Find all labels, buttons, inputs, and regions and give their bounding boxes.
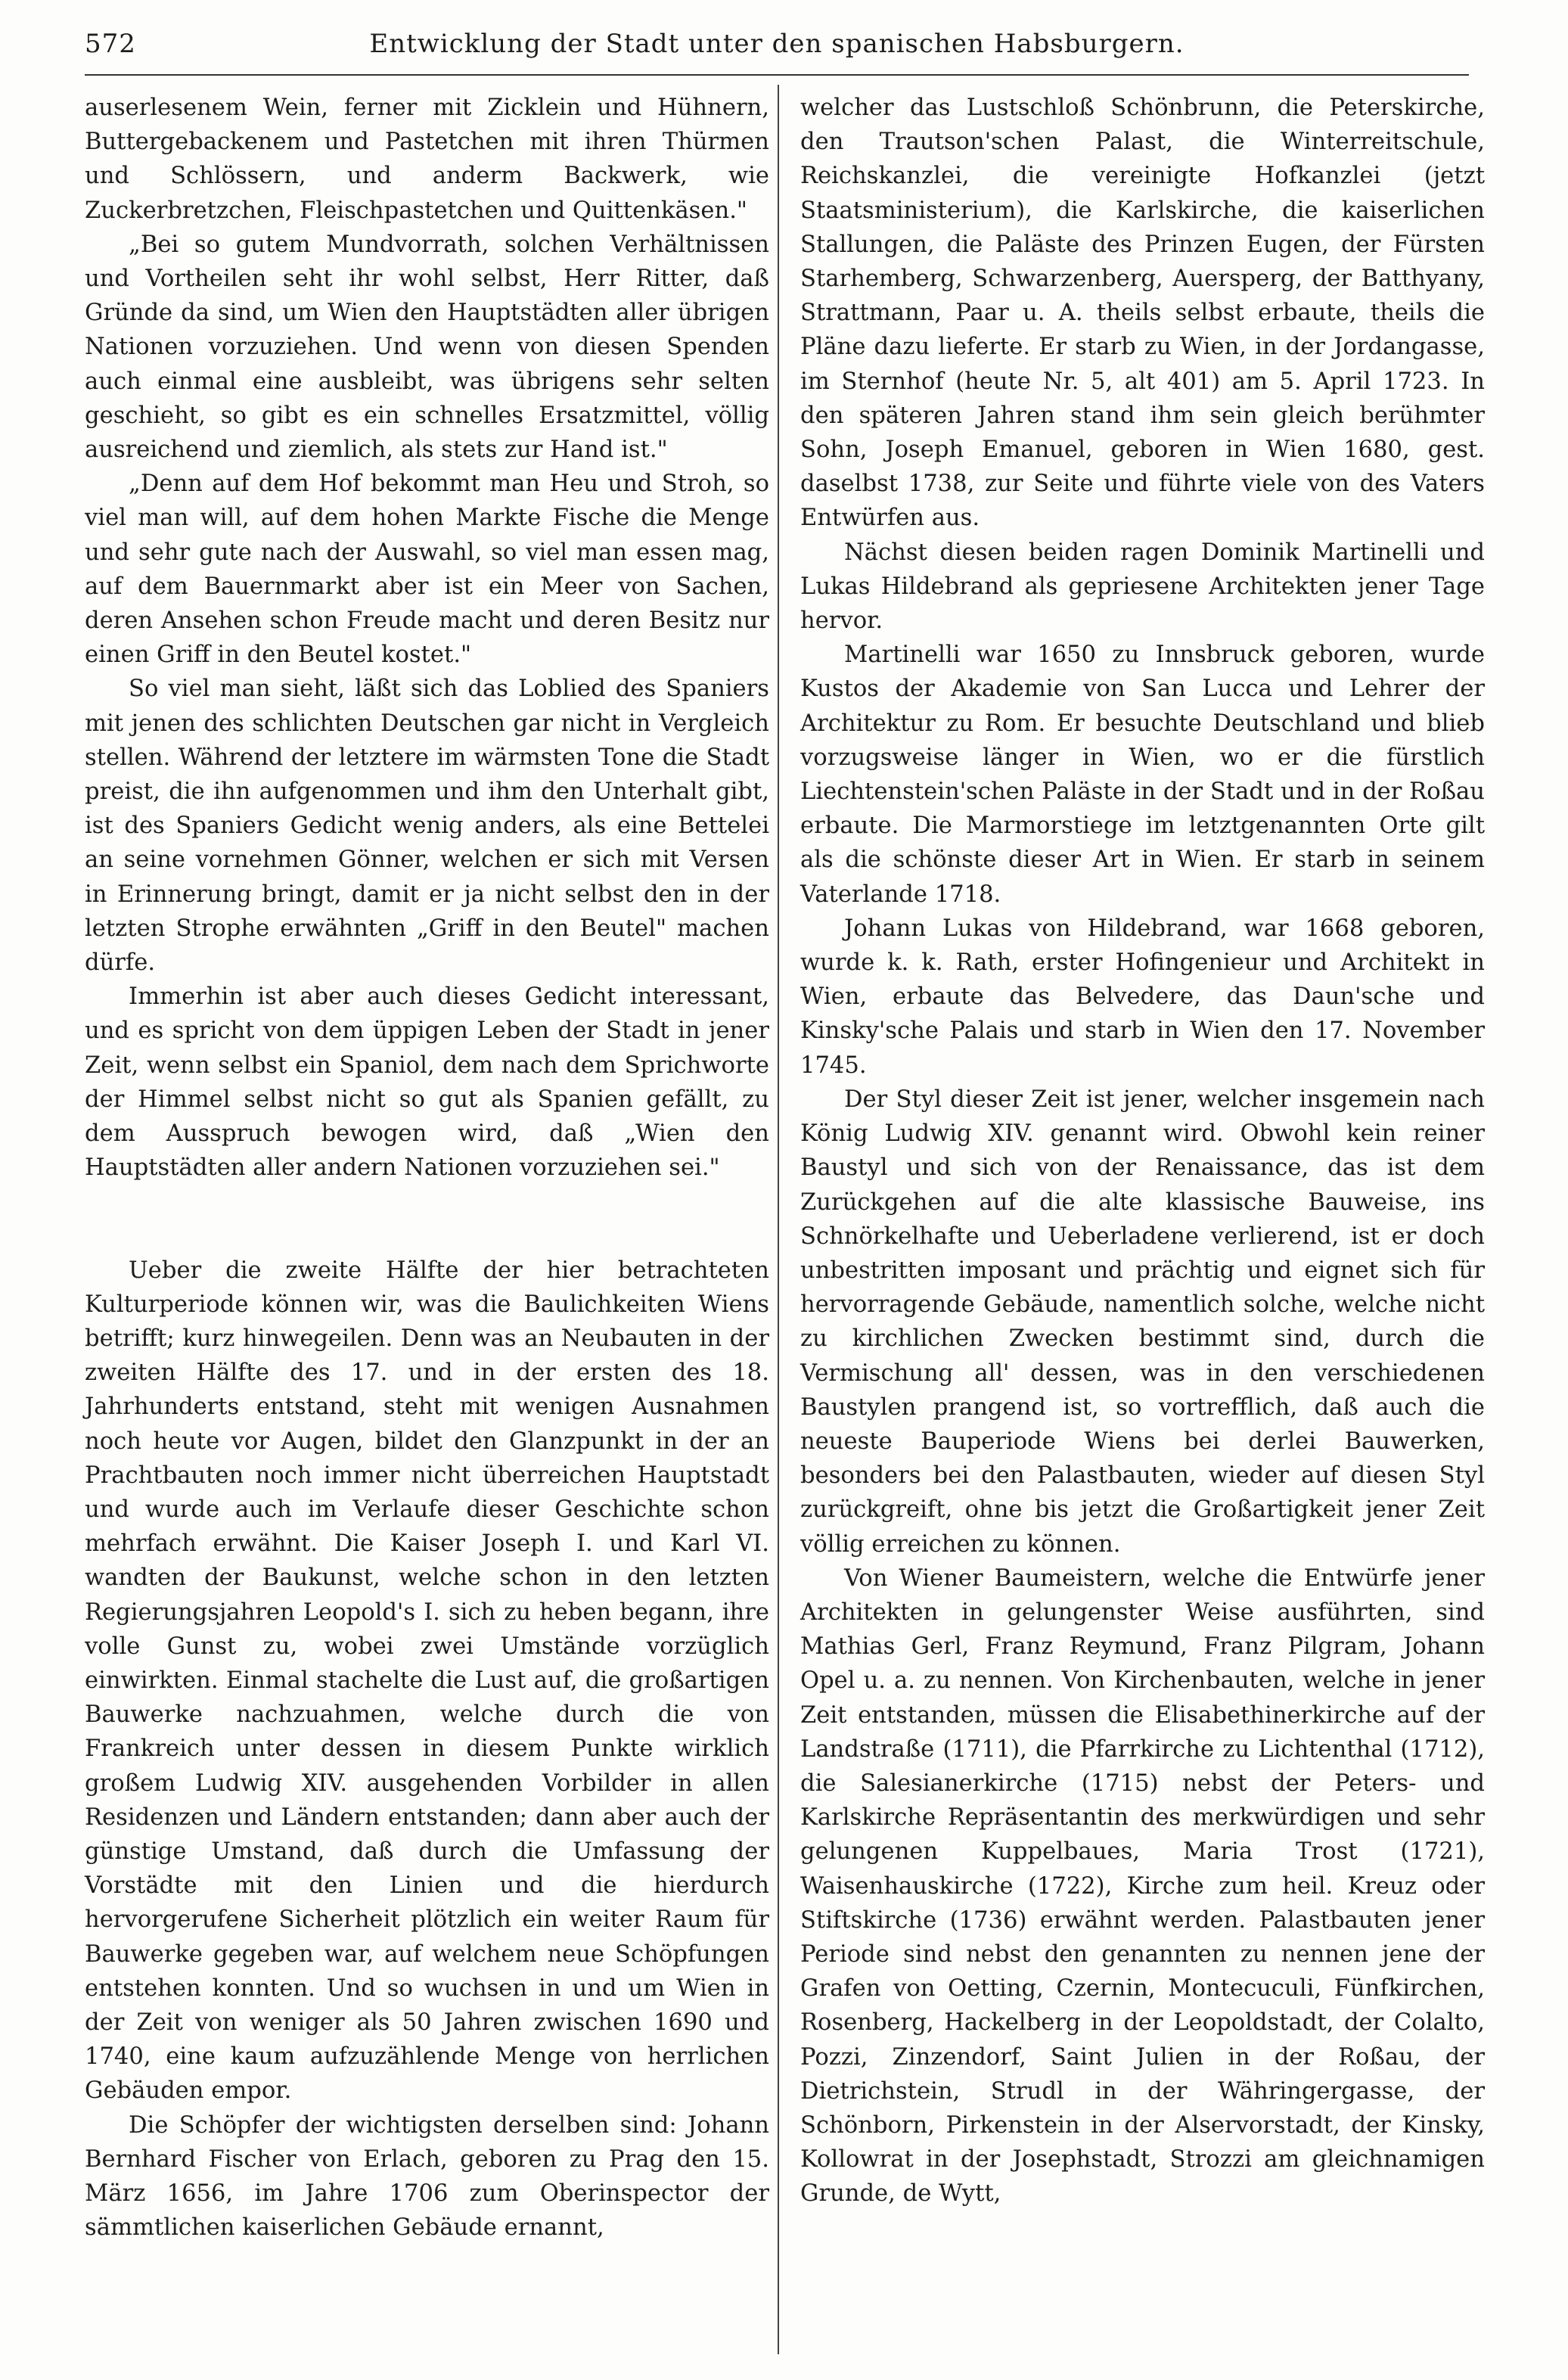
paragraph: „Denn auf dem Hof bekommt man Heu und Stroh, so viel man will, auf dem hohen Markte Fische die Menge und sehr gute nach der Auswahl, so viel man essen mag, auf dem Bauernmarkt aber ist ein Meer von Sachen, deren Ansehen schon Freude macht und deren Besitz nur einen Griff in den Beutel kostet." [85, 471, 769, 669]
page-number: 572 [85, 29, 136, 59]
paragraph: Die Schöpfer der wichtigsten derselben sind: Johann Bernhard Fischer von Erlach, geboren zu Prag den 15. März 1656, im Jahre 1706 zum Oberinspector der sämmtlichen kaiserlichen Gebäude ernannt, [85, 2111, 769, 2242]
paragraph: welcher das Lustschloß Schönbrunn, die Peterskirche, den Trautson'schen Palast, die Winterreitschule, Reichskanzlei, die vereinigte Hofkanzlei (jetzt Staatsministerium), die Karlskirche, die kaiserlichen Stallungen, die Paläste des Prinzen Eugen, der Fürsten Starhemberg, Schwarzenberg, Auersperg, der Batthyany, Strattmann, Paar u. A. theils selbst erbaute, theils die Pläne dazu lieferte. Er starb zu Wien, in der Jordangasse, im Sternhof (heute Nr. 5, alt 401) am 5. April 1723. In den späteren Jahren stand ihm sein gleich berühmter Sohn, Joseph Emanuel, geboren in Wien 1680, gest. daselbst 1738, zur Seite und führte viele von des Vaters Entwürfen aus. [800, 95, 1485, 532]
paragraph: Von Wiener Baumeistern, welche die Entwürfe jener Architekten in gelungenster Weise ausführten, sind Mathias Gerl, Franz Reymund, Franz Pilgram, Johann Opel u. a. zu nennen. Von Kirchenbauten, welche in jener Zeit entstanden, müssen die Elisabethinerkirche auf der Landstraße (1711), die Pfarrkirche zu Lichtenthal (1712), die Salesianerkirche (1715) nebst der Peters- und Karlskirche Repräsentantin des merkwürdigen und sehr gelungenen Kuppelbaues, Maria Trost (1721), Waisenhauskirche (1722), Kirche zum heil. Kreuz oder Stiftskirche (1736) erwähnt werden. Palastbauten jener Periode sind nebst den genannten zu nennen jene der Grafen von Oetting, Czernin, Montecuculi, Fünfkirchen, Rosenberg, Hackelberg in der Leopoldstadt, der Colalto, Pozzi, Zinzendorf, Saint Julien in der Roßau, der Dietrichstein, Strudl in der Währingergasse, der Schönborn, Pirkenstein in der Alservorstadt, der Kinsky, Kollowrat in der Josephstadt, Strozzi am gleichnamigen Grunde, de Wytt, [800, 1564, 1485, 2208]
paragraph: Immerhin ist aber auch dieses Gedicht interessant, und es spricht von dem üppigen Leben der Stadt in jener Zeit, wenn selbst ein Spaniol, dem nach dem Sprichworte der Himmel selbst nicht so gut als Spanien gefällt, zu dem Ausspruch bewogen wird, daß „Wien den Hauptstädten aller andern Nationen vorzuziehen sei." [85, 983, 769, 1182]
column-divider [778, 85, 779, 2354]
paragraph: Der Styl dieser Zeit ist jener, welcher insgemein nach König Ludwig XIV. genannt wird. Obwohl kein reiner Baustyl und sich von der Renaissance, das ist dem Zurückgehen auf die alte klassische Bauweise, ins Schnörkelhafte und Ueberladene verlierend, ist er doch unbestritten imposant und prächtig und eignet sich für hervorragende Gebäude, namentlich solche, welche nicht zu kirchlichen Zwecken bestimmt sind, durch die Vermischung all' dessen, was in den verschiedenen Baustylen prangend ist, so vortrefflich, daß auch die neueste Bauperiode Wiens bei derlei Bauwerken, besonders bei den Palastbauten, wieder auf diesen Styl zurückgreift, ohne bis jetzt die Großartigkeit jener Zeit völlig erreichen zu können. [800, 1086, 1485, 1558]
paragraph: Johann Lukas von Hildebrand, war 1668 geboren, wurde k. k. Rath, erster Hofingenieur und Architekt in Wien, erbaute das Belvedere, das Daun'sche und Kinsky'sche Palais und starb in Wien den 17. November 1745. [800, 915, 1485, 1079]
left-column [85, 91, 769, 2245]
page-header [85, 29, 1469, 67]
paragraph: auserlesenem Wein, ferner mit Zicklein und Hühnern, Buttergebackenem und Pastetchen mit ihren Thürmen und Schlössern, und anderm Backwerk, wie Zuckerbretzchen, Fleischpastetchen und Quittenkäsen." [85, 95, 769, 224]
running-title: Entwicklung der Stadt unter den spanischen Habsburgern. [369, 29, 1185, 59]
paragraph: So viel man sieht, läßt sich das Loblied des Spaniers mit jenen des schlichten Deutschen gar nicht in Vergleich stellen. Während der letztere im wärmsten Tone die Stadt preist, die ihn aufgenommen und ihm den Unterhalt gibt, ist des Spaniers Gedicht wenig anders, als eine Bettelei an seine vornehmen Gönner, welchen er sich mit Versen in Erinnerung bringt, damit er ja nicht selbst den in der letzten Strophe erwähnten „Griff in den Beutel" machen dürfe. [85, 676, 769, 977]
paragraph: Ueber die zweite Hälfte der hier betrachteten Kulturperiode können wir, was die Baulichkeiten Wiens betrifft; kurz hinwegeilen. Denn was an Neubauten in der zweiten Hälfte des 17. und in der ersten des 18. Jahrhunderts entstand, steht mit wenigen Ausnahmen noch heute vor Augen, bildet den Glanzpunkt in der an Prachtbauten noch immer nicht überreichen Hauptstadt und wurde auch im Verlaufe dieser Geschichte schon mehrfach erwähnt. Die Kaiser Joseph I. und Karl VI. wandten der Baukunst, welche schon in den letzten Regierungsjahren Leopold's I. sich zu heben begann, ihre volle Gunst zu, wobei zwei Umstände vorzüglich einwirkten. Einmal stachelte die Lust auf, die großartigen Bauwerke nachzuahmen, welche durch die von Frankreich unter dessen in diesem Punkte wirklich großem Ludwig XIV. ausgehenden Vorbilder in allen Residenzen und Ländern entstanden; dann aber auch der günstige Umstand, daß durch die Umfassung der Vorstädte mit den Linien und die hierdurch hervorgerufene Sicherheit plötzlich ein weiter Raum für Bauwerke gegeben war, auf welchem neue Schöpfungen entstehen konnten. Und so wuchsen in und um Wien in der Zeit von weniger als 50 Jahren zwischen 1690 und 1740, eine kaum aufzuzählende Menge von herrlichen Gebäuden empor. [85, 1257, 769, 2105]
header-rule [85, 74, 1469, 76]
section-break [85, 1185, 769, 1254]
paragraph: „Bei so gutem Mundvorrath, solchen Verhältnissen und Vortheilen seht ihr wohl selbst, Herr Ritter, daß Gründe da sind, um Wien den Hauptstädten aller übrigen Nationen vorzuziehen. Und wenn von diesen Spenden auch einmal eine ausbleibt, was übrigens sehr selten geschieht, so gibt es ein schnelles Ersatzmittel, völlig ausreichend und ziemlich, als stets zur Hand ist." [85, 231, 769, 464]
right-column [800, 91, 1485, 2211]
paragraph: Martinelli war 1650 zu Innsbruck geboren, wurde Kustos der Akademie von San Lucca und Lehrer der Architektur zu Rom. Er besuchte Deutschland und blieb vorzugsweise länger in Wien, wo er die fürstlich Liechtenstein'schen Paläste in der Stadt und in der Roßau erbaute. Die Marmorstiege im letztgenannten Orte gilt als die schönste dieser Art in Wien. Er starb in seinem Vaterlande 1718. [800, 642, 1485, 908]
paragraph: Nächst diesen beiden ragen Dominik Martinelli und Lukas Hildebrand als gepriesene Architekten jener Tage hervor. [800, 539, 1485, 635]
